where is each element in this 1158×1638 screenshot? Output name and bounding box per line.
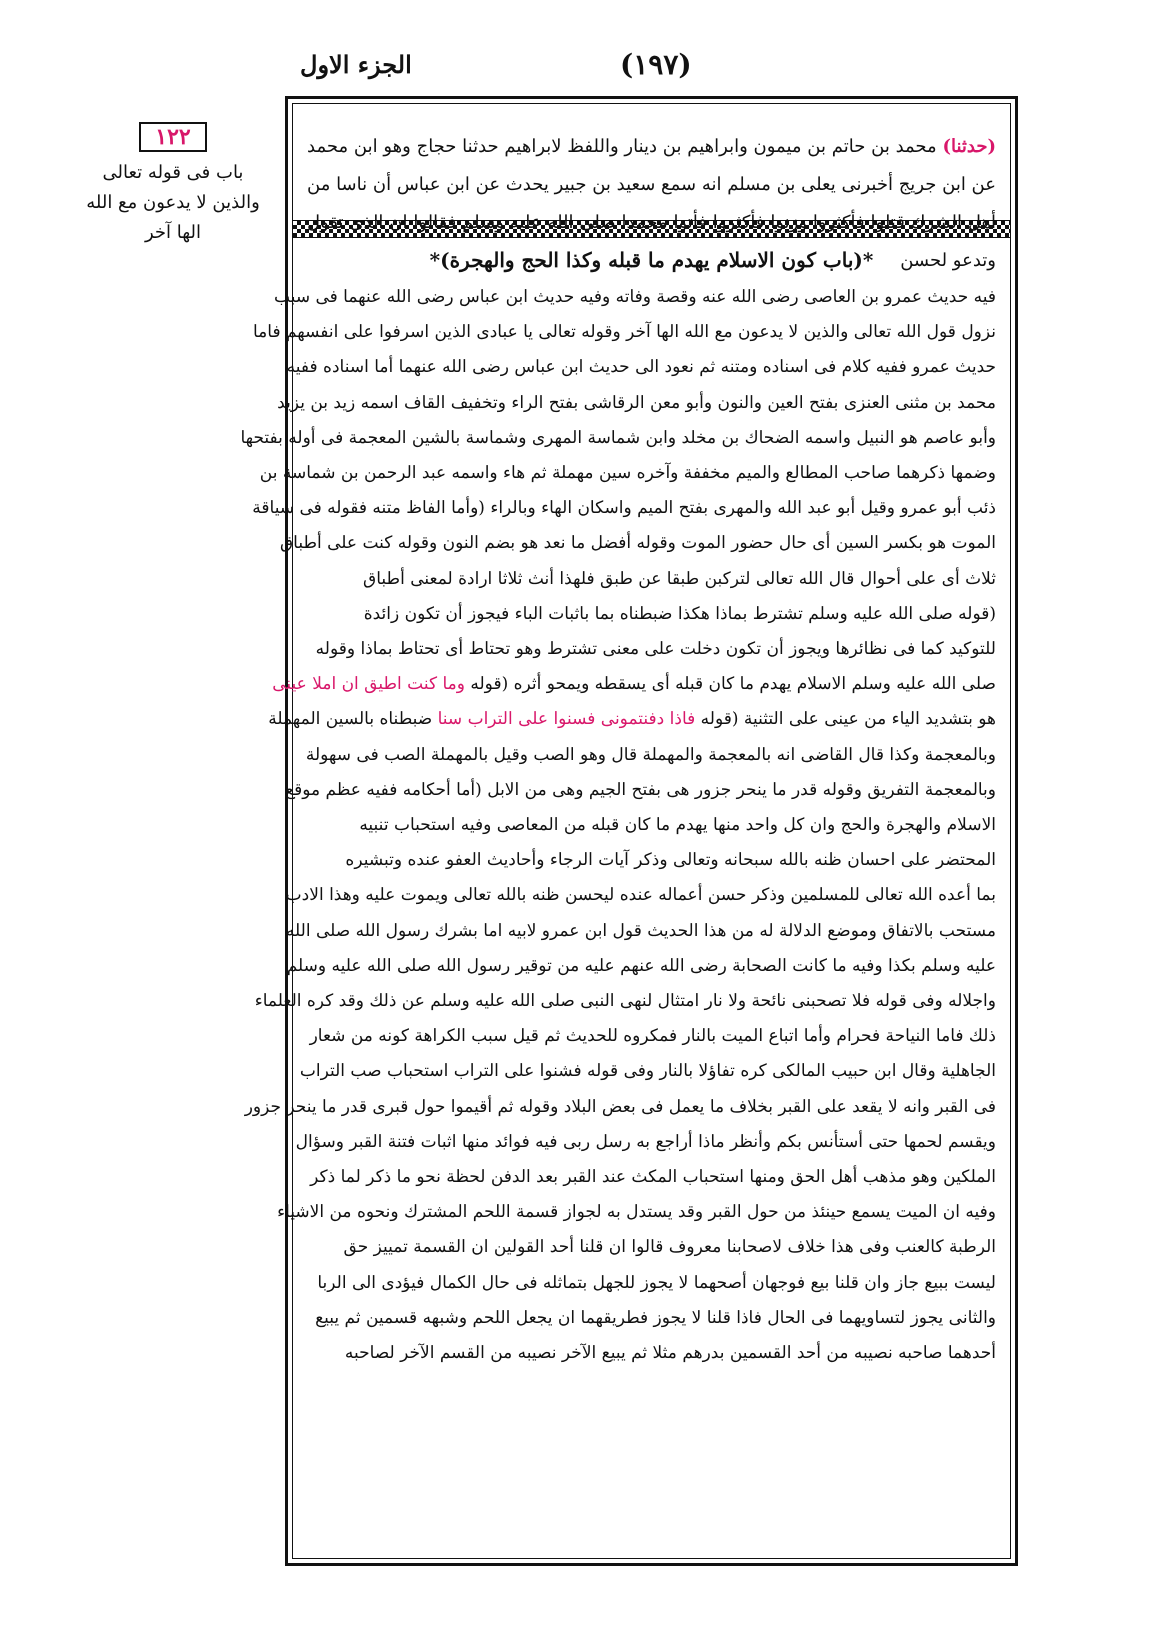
commentary-text: هو بتشديد الياء من عينى على التثنية (قوله <box>695 709 996 730</box>
commentary-text: المحتضر على احسان ظنه بالله سبحانه وتعالى وذكر آيات الرجاء وأحاديث العفو عنده وتبشيره <box>345 850 996 871</box>
commentary-line <box>285 878 996 913</box>
commentary-line <box>307 808 996 843</box>
section-title: *(باب كون الاسلام يهدم ما قبله وكذا الحج والهجرة)* <box>429 248 874 272</box>
commentary-text: (قوله صلى الله عليه وسلم تشترط بماذا هكذا ضبطناه بما باثبات الباء فيجوز أن تكون زائدة <box>363 603 996 624</box>
commentary-line <box>277 386 996 421</box>
commentary-text: الاسلام والهجرة والحج وان كل واحد منها يهدم ما كان قبله من المعاصى وفيه استحباب تنبيه <box>359 815 996 836</box>
commentary-line <box>299 1054 996 1089</box>
commentary-line <box>307 738 996 773</box>
margin-chapter-title: باب فى قوله تعالى والذين لا يدعون مع الله الها آخر <box>86 162 260 243</box>
commentary-line <box>268 702 996 737</box>
commentary-line <box>272 667 996 702</box>
commentary-line <box>307 1336 996 1371</box>
margin-note <box>78 122 268 248</box>
commentary-text: والثانى يجوز لتساويهما فى الحال فاذا قلنا لا يجوز فطريقهما ان يجعل اللحم وشبهه قسمين ثم يبيع <box>315 1307 996 1328</box>
commentary-line <box>307 843 996 878</box>
commentary-line <box>277 1195 996 1230</box>
commentary-line <box>240 421 996 456</box>
commentary-text: أحدهما صاحبه نصيبه من أحد القسمين بدرهم مثلا ثم يبيع الآخر نصيبه من القسم الآخر لصاحبه <box>344 1343 996 1364</box>
commentary-line <box>259 456 996 491</box>
commentary-line <box>307 1230 996 1265</box>
commentary-text: ضبطناه بالسين المهملة <box>268 709 438 730</box>
commentary-text: للتوكيد كما فى نظائرها ويجوز أن تكون دخلت على معنى تشترط وهو تحتاط أى تحتاط بماذا وقوله <box>315 639 996 660</box>
commentary-text: وأبو عاصم هو النبيل واسمه الضحاك بن مخلد وابن شماسة المهرى وشماسة بالشين المعجمة فى أوله بفتحها <box>240 427 996 448</box>
commentary-line <box>295 1125 996 1160</box>
commentary-text: محمد بن مثنى العنزى بفتح العين والنون وأبو معن الرقاشى بفتح الراء وتخفيف القاف اسمه زيد بن يزيد <box>277 392 996 413</box>
margin-chapter-number: ١٢٢ <box>139 122 206 152</box>
volume-title: الجزء الاول <box>300 50 412 79</box>
commentary-text: الرطبة كالعنب وفى هذا خلاف لاصحابنا معروف قالوا ان قلنا أحد القولين ان القسمة تمييز حق <box>343 1237 996 1258</box>
quoted-matn-highlight: فاذا دفنتمونى فسنوا على التراب سنا <box>437 709 696 730</box>
quoted-matn-highlight: وما كنت اطيق ان املا عينى <box>272 674 465 695</box>
commentary-text: الجاهلية وقال ابن حبيب المالكى كره تفاؤلا بالنار وفى قوله فشنوا على التراب استحباب صب التراب <box>299 1061 996 1082</box>
commentary-text: نزول قول الله تعالى والذين لا يدعون مع الله الها آخر وقوله تعالى يا عبادى الذين اسرفوا على انفسهم فاما <box>252 322 996 343</box>
commentary-text: بما أعده الله تعالى للمسلمين وذكر حسن أعماله عنده ليحسن ظنه بالله تعالى ويموت عليه وهذا الادب <box>285 885 996 906</box>
commentary-text: ذلك فاما النياحة فحرام وأما اتباع الميت بالنار فمكروه للحديث ثم قيل سبب الكراهة كونه من شعار <box>309 1026 996 1047</box>
commentary-line <box>286 350 996 385</box>
commentary-line <box>307 1266 996 1301</box>
commentary-block <box>240 280 1010 1371</box>
commentary-text: وفيه ان الميت يسمع حينئذ من حول القبر وقد يستدل به لجواز قسمة اللحم المشترك ونحوه من الاشياء <box>277 1202 996 1223</box>
commentary-text: مستحب بالاتفاق وموضع الدلالة له من هذا الحديث قول ابن عمرو لابيه اما بشرك رسول الله صلى الله <box>285 920 996 941</box>
commentary-line <box>285 914 996 949</box>
commentary-line <box>307 1301 996 1336</box>
commentary-text: فيه حديث عمرو بن العاصى رضى الله عنه وقصة وفاته وفيه حديث ابن عباس رضى الله عنهما فى سبب <box>274 287 996 307</box>
commentary-line <box>307 1160 996 1195</box>
commentary-text: صلى الله عليه وسلم الاسلام يهدم ما كان قبله أى يسقطه ويمحو أثره (قوله <box>464 674 996 695</box>
commentary-text: حديث عمرو ففيه كلام فى اسناده ومتنه ثم نعود الى حديث ابن عباس رضى الله عنهما أما اسناده ففيه <box>286 357 996 378</box>
hadith-lead-word: (حدثنا) <box>942 136 996 157</box>
commentary-text: وبالمعجمة وكذا قال القاضى انه بالمعجمة والمهملة قال وهو الصب وقيل بالمهملة الصب فى سهولة <box>305 744 996 765</box>
hadith-text: محمد بن حاتم بن ميمون وابراهيم بن دينار واللفظ لابراهيم حدثنا حجاج وهو ابن محمد عن ابن جريج أخبرنى يعلى بن مسلم انه سمع سعيد بن جبير يحدث عن ابن عباس أن ناسا من أهل الشرك قتلوا فأكثروا وزنوا فأكثروا فأتوا محمدا صلى الله عليه وسلم فقالوا ان الذى تقول وتدعو لحسن <box>307 136 996 271</box>
commentary-line <box>274 280 996 315</box>
commentary-line <box>279 526 996 561</box>
commentary-line <box>307 1019 996 1054</box>
commentary-text: وضمها ذكرهما صاحب المطالع والميم مخففة وآخره سين مهملة ثم هاء واسمه عبد الرحمن بن شماسة بن <box>259 463 996 484</box>
commentary-text: ثلاث أى على أحوال قال الله تعالى لتركبن طبقا عن طبق فلهذا أنث ثلاثا ارادة لمعنى أطباق <box>363 568 996 589</box>
commentary-line <box>307 562 996 597</box>
page-number: (١٩٧) <box>620 48 692 81</box>
page-frame-inner <box>240 103 1011 1559</box>
commentary-text: واجلاله وفى قوله فلا تصحبنى نائحة ولا نار امتثال لنهى النبى صلى الله عليه وسلم عن ذلك وقد كره العلماء <box>254 991 996 1012</box>
commentary-text: الموت هو بكسر السين أى حال حضور الموت وقوله أفضل ما نعد هو بضم النون وقوله كنت على أطباق <box>279 533 996 554</box>
commentary-line <box>252 491 996 526</box>
commentary-text: وبالمعجمة التفريق وقوله قدر ما ينحر جزور هى بفتح الجيم وهى من الابل (أما أحكامه ففيه عظم موقع <box>285 779 996 800</box>
commentary-line <box>307 632 996 667</box>
commentary-text: فى القبر وانه لا يقعد على القبر بخلاف ما يعمل فى بعض البلاد وقوله ثم أقيموا حول قبرى قدر ما ينحر جزور <box>244 1096 996 1117</box>
commentary-line <box>252 315 996 350</box>
commentary-text: ليست ببيع جاز وان قلنا بيع فوجهان أصحهما لا يجوز للجهل بتماثله فى حال الكمال فيؤدى الى الربا <box>317 1272 996 1293</box>
page-frame <box>240 96 1018 1566</box>
commentary-line <box>244 1090 996 1125</box>
commentary-text: ذئب أبو عمرو وقيل أبو عبد الله والمهرى بفتح الميم واسكان الهاء وبالراء (وأما الفاظ متنه فقوله فى سياقة <box>252 498 996 519</box>
commentary-line <box>307 597 996 632</box>
commentary-text: عليه وسلم بكذا وفيه ما كانت الصحابة رضى الله عنهم عليه من توقير رسول الله صلى الله عليه وسلم <box>286 955 996 976</box>
running-head <box>300 42 1020 92</box>
commentary-line <box>286 949 996 984</box>
commentary-text: الملكين وهو مذهب أهل الحق ومنها استحباب المكث عند القبر بعد الدفن لحظة نحو ما ذكر لما ذكر <box>310 1167 996 1188</box>
commentary-line <box>254 984 996 1019</box>
commentary-line <box>285 773 996 808</box>
commentary-text: ويقسم لحمها حتى أستأنس بكم وأنظر ماذا أراجع به رسل ربى فيه فوائد منها اثبات فتنة القبر وسؤال <box>295 1131 996 1152</box>
